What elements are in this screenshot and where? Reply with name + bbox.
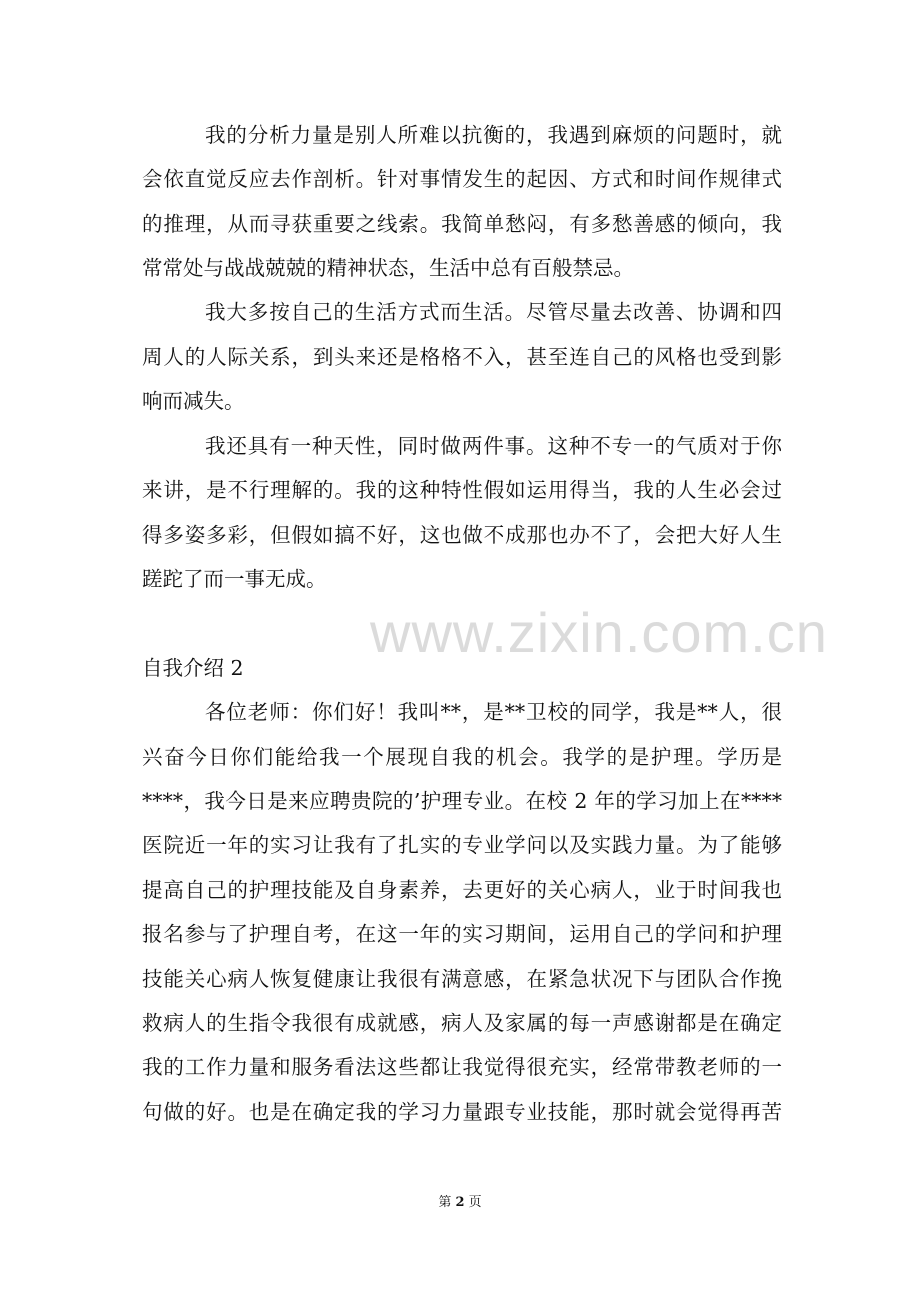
- footer-suffix: 页: [468, 1195, 482, 1210]
- paragraph-line: 的推理，从而寻获重要之线索。我简单愁闷，有多愁善感的倾向，我: [142, 212, 782, 236]
- paragraph-line: 来讲，是不行理解的。我的这种特性假如运用得当，我的人生必会过: [142, 478, 782, 502]
- paragraph-line: 会依直觉反应去作剖析。针对事情发生的起因、方式和时间作规律式: [142, 167, 782, 191]
- paragraph-line: 各位老师：你们好！我叫**，是**卫校的同学，我是**人，很: [205, 700, 782, 724]
- paragraph-line: 我大多按自己的生活方式而生活。尽管尽量去改善、协调和四: [205, 300, 782, 324]
- page-footer: [0, 1193, 920, 1213]
- paragraph-line: 常常处与战战兢兢的精神状态，生活中总有百般禁忌。: [142, 256, 634, 280]
- footer-prefix: 第: [438, 1195, 452, 1210]
- paragraph-line: 响而减失。: [142, 389, 245, 413]
- paragraph-line: 兴奋今日你们能给我一个展现自我的机会。我学的是护理。学历是: [142, 745, 782, 769]
- paragraph-line: 句做的好。也是在确定我的学习力量跟专业技能，那时就会觉得再苦: [142, 1100, 782, 1124]
- paragraph-line: 报名参与了护理自考，在这一年的实习期间，运用自己的学问和护理: [142, 922, 782, 946]
- paragraph-line: 周人的人际关系，到头来还是格格不入，甚至连自己的风格也受到影: [142, 345, 782, 369]
- paragraph-line: ****，我今日是来应聘贵院的’护理专业。在校 2 年的学习加上在****: [142, 789, 782, 813]
- paragraph-line: 蹉跎了而一事无成。: [142, 567, 327, 591]
- paragraph-line: 我的分析力量是别人所难以抗衡的，我遇到麻烦的问题时，就: [205, 123, 782, 147]
- paragraph-line: 我的工作力量和服务看法这些都让我觉得很充实，经常带教老师的一: [142, 1055, 782, 1079]
- paragraph-line: 提高自己的护理技能及自身素养，去更好的关心病人，业于时间我也: [142, 878, 782, 902]
- paragraph-line: 我还具有一种天性，同时做两件事。这种不专一的气质对于你: [205, 434, 782, 458]
- paragraph-line: 医院近一年的实习让我有了扎实的专业学问以及实践力量。为了能够: [142, 833, 782, 857]
- paragraph-line: 得多姿多彩，但假如搞不好，这也做不成那也办不了，会把大好人生: [142, 523, 782, 547]
- section-heading: 自我介绍 2: [142, 656, 244, 680]
- paragraph-line: 技能关心病人恢复健康让我很有满意感，在紧急状况下与团队合作挽: [142, 967, 782, 991]
- paragraph-line: 救病人的生指令我很有成就感，病人及家属的每一声感谢都是在确定: [142, 1011, 782, 1035]
- page-number: 2: [455, 1195, 465, 1210]
- watermark: www.zixin.com.cn: [370, 601, 828, 664]
